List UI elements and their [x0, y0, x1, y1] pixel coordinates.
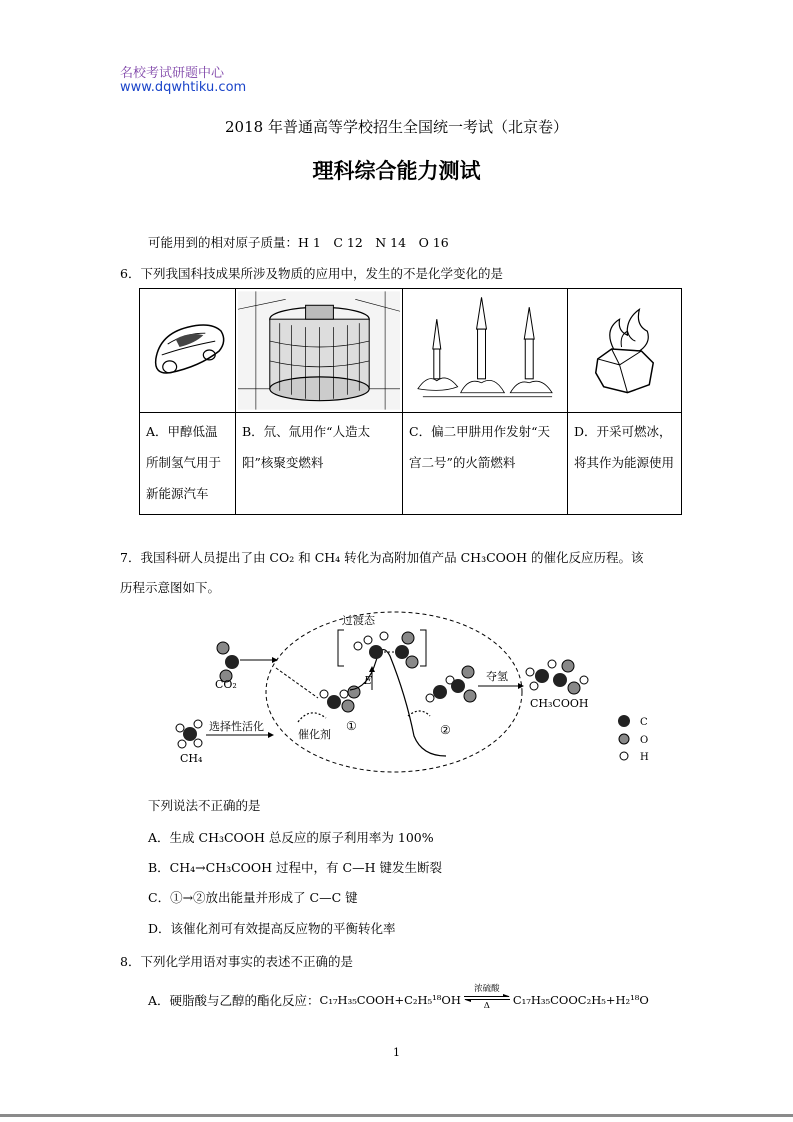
energy-curve — [350, 650, 446, 756]
ch4-label: CH₄ — [180, 752, 203, 765]
q6-image-a — [140, 289, 236, 413]
q6-option-a: A．甲醇低温所制氢气用于新能源汽车 — [140, 413, 236, 515]
co2-label: CO₂ — [215, 678, 237, 691]
footer-divider — [0, 1114, 793, 1117]
q7-option-a: A．生成 CH₃COOH 总反应的原子利用率为 100% — [148, 830, 434, 845]
burning-ice-icon — [568, 289, 681, 412]
co2-molecule — [217, 642, 239, 682]
watermark-title: 名校考试研题中心 — [120, 66, 225, 81]
q8-condition-bottom: Δ — [483, 1001, 490, 1011]
intermediate-2 — [426, 666, 476, 702]
q6-option-b: B．氘、氚用作“人造太阳”核聚变燃料 — [236, 413, 403, 515]
intermediate-1 — [320, 686, 360, 712]
ch3cooh-molecule — [526, 660, 588, 694]
reaction-mechanism-diagram — [168, 606, 688, 781]
q6-stem: 6．下列我国科技成果所涉及物质的应用中，发生的不是化学变化的是 — [120, 266, 503, 281]
q6-image-c — [403, 289, 568, 413]
atomic-masses: 可能用到的相对原子质量：H 1 C 12 N 14 O 16 — [148, 235, 449, 250]
q8-reversible-arrow — [463, 985, 511, 1011]
q8-condition-top: 浓硫酸 — [474, 984, 500, 994]
q7-ask: 下列说法不正确的是 — [148, 798, 261, 813]
atom-legend — [618, 715, 649, 763]
q6-image-b — [236, 289, 403, 413]
q7-option-c: C．①→②放出能量并形成了 C—C 键 — [148, 890, 358, 905]
catalyst-label: 催化剂 — [298, 728, 331, 741]
q6-table — [139, 288, 682, 515]
q7-stem-line2: 历程示意图如下。 — [120, 580, 221, 595]
legend-c: C — [640, 717, 648, 728]
energy-label: E — [364, 674, 373, 687]
q8-equation-rhs: C₁₇H₃₅COOC₂H₅+H₂¹⁸O — [512, 993, 649, 1007]
selective-activation-label: 选择性活化 — [209, 720, 264, 733]
fusion-reactor-icon — [236, 289, 402, 412]
paper-title: 理科综合能力测试 — [312, 159, 481, 183]
q8-equation-lhs: C₁₇H₃₅COOH+C₂H₅¹⁸OH — [319, 993, 461, 1007]
capture-h-label: 夺氢 — [486, 670, 508, 683]
legend-h: H — [640, 752, 649, 763]
q8-option-a — [148, 984, 649, 1013]
legend-o: O — [640, 735, 649, 746]
transition-state-label: 过渡态 — [342, 614, 375, 627]
q6-option-d: D．开采可燃冰，将其作为能源使用 — [568, 413, 682, 515]
car-icon — [140, 289, 235, 412]
q7-stem-line1: 7．我国科研人员提出了由 CO₂ 和 CH₄ 转化为高附加值产品 CH₃COOH 的催化反应历程。该 — [120, 550, 644, 565]
q8-option-a-label: A．硬脂酸与乙醇的酯化反应： — [148, 993, 320, 1008]
q6-option-c: C．偏二甲肼用作发射“天宫二号”的火箭燃料 — [403, 413, 568, 515]
step1-label: ① — [346, 719, 357, 733]
product-label: CH₃COOH — [530, 697, 589, 710]
watermark-url: www.dqwhtiku.com — [120, 80, 247, 95]
q8-stem: 8．下列化学用语对事实的表述不正确的是 — [120, 954, 353, 969]
step2-label: ② — [440, 723, 451, 737]
rocket-launch-icon — [403, 289, 567, 412]
q7-option-d: D．该催化剂可有效提高反应物的平衡转化率 — [148, 921, 396, 936]
q7-option-b: B．CH₄→CH₃COOH 过程中，有 C—H 键发生断裂 — [148, 860, 442, 875]
page-number: 1 — [393, 1046, 400, 1059]
q6-image-d — [568, 289, 682, 413]
exam-title: 2018 年普通高等学校招生全国统一考试（北京卷） — [225, 118, 568, 136]
ch4-molecule — [176, 720, 202, 748]
catalyst-region-outline — [266, 612, 522, 772]
